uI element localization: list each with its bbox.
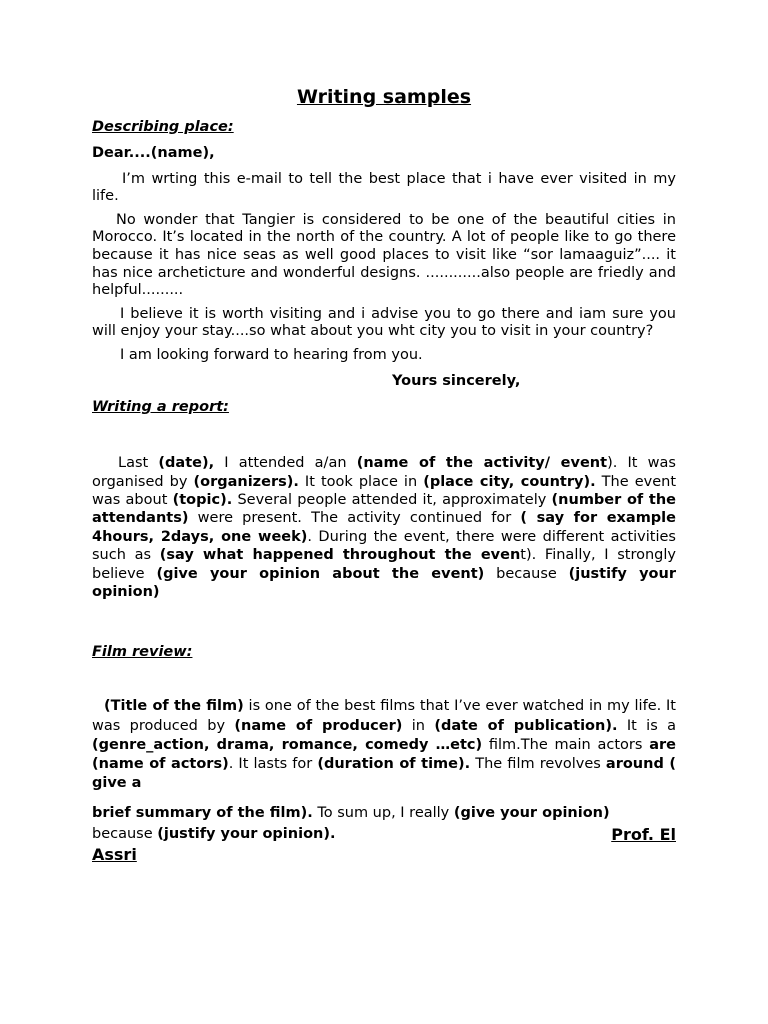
report-paragraph: Last (date), I attended a/an (name of the activity/ event). It was organised by (organizers). It took place in (place city, country). The event was about (topic). Several people attended it, approximately (number of the attendants) were present. The activity continued for ( say for example 4hours, 2days, one week). During the event, there were different activities such as (say what happened throughout the event). Finally, I strongly believe (give your opinion about the event) because (justify your opinion) xyxy=(92,455,677,600)
heading-film-review: Film review: xyxy=(92,644,193,661)
section-report xyxy=(92,398,676,601)
heading-writing-report: Writing a report: xyxy=(92,399,229,416)
signature-line-1: Prof. El xyxy=(611,825,676,845)
page-title: Writing samples xyxy=(296,86,472,108)
letter-paragraph-1: I’m wrting this e-mail to tell the best place that i have ever visited in my life. xyxy=(92,170,676,205)
letter-paragraph-3: I believe it is worth visiting and i advise you to go there and iam sure you will enjoy your stay....so what about you wht city you to visit in your country? xyxy=(92,305,676,340)
letter-paragraph-2: No wonder that Tangier is considered to be one of the beautiful cities in Morocco. It’s located in the north of the country. A lot of people like to go there because it has nice seas as well good places to visit like “sor lamaaguiz”.... it has nice archeticture and wonderful designs. ............also people are friedly and helpful......... xyxy=(92,211,676,299)
section-describing-place xyxy=(92,118,676,390)
letter-greeting: Dear....(name), xyxy=(92,145,215,161)
film-paragraph-2: brief summary of the film). To sum up, I really (give your opinion) because (justify your opinion). Prof. El xyxy=(92,805,676,845)
letter-closing: Yours sincerely, xyxy=(392,372,521,389)
signature-line-2: Assri xyxy=(92,845,137,865)
film-paragraph-1: (Title of the film) is one of the best films that I’ve ever watched in my life. It was produced by (name of producer) in (date of publication). It is a (genre_action, drama, romance, comedy …etc) film.The main actors are (name of actors). It lasts for (duration of time). The film revolves around ( give a xyxy=(92,698,677,792)
heading-describing-place: Describing place: xyxy=(92,119,234,135)
section-film-review xyxy=(92,643,676,865)
letter-paragraph-4: I am looking forward to hearing from you. xyxy=(120,346,423,363)
